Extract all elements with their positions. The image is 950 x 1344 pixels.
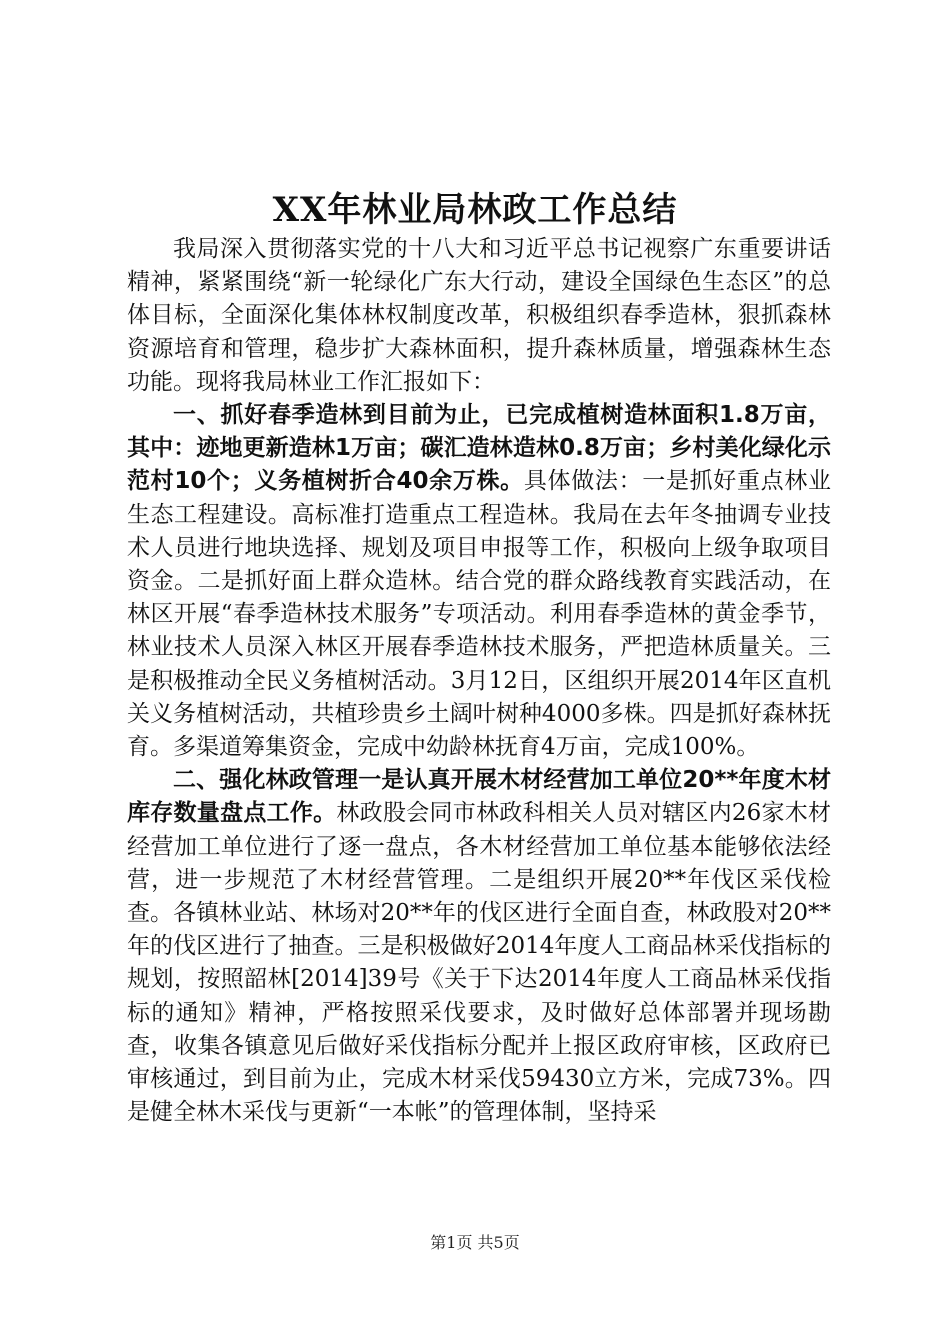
section-1-lead: 一、抓好春季造林到目前为止，已完成植树造林面积1.8万亩，其中：迹地更新造林1万亩；碳汇造林造林0.8万亩；乡村美化绿化示范村10个；义务植树折合40余万株。 xyxy=(127,402,831,495)
section-1-paragraph xyxy=(127,399,831,764)
section-1-text: 具体做法：一是抓好重点林业生态工程建设。高标准打造重点工程造林。我局在去年冬抽调专业技术人员进行地块选择、规划及项目申报等工作，积极向上级争取项目资金。二是抓好面上群众造林。结合党的群众路线教育实践活动，在林区开展“春季造林技术服务”专项活动。利用春季造林的黄金季节，林业技术人员深入林区开展春季造林技术服务，严把造林质量关。三是积极推动全民义务植树活动。3月12日，区组织开展2014年区直机关义务植树活动，共植珍贵乡土阔叶树种4000多株。四是抓好森林抚育。多渠道筹集资金，完成中幼龄林抚育4万亩，完成100%。 xyxy=(127,468,832,761)
document-title: XX年林业局林政工作总结 xyxy=(272,190,678,230)
document-body xyxy=(127,233,831,1129)
section-2-lead: 二、强化林政管理一是认真开展木材经营加工单位20**年度木材库存数量盘点工作。 xyxy=(127,767,831,827)
intro-paragraph: 我局深入贯彻落实党的十八大和习近平总书记视察广东重要讲话精神，紧紧围绕“新一轮绿化广东大行动，建设全国绿色生态区”的总体目标，全面深化集体林权制度改革，积极组织春季造林，狠抓森林资源培育和管理，稳步扩大森林面积，提升森林质量，增强森林生态功能。现将我局林业工作汇报如下： xyxy=(127,236,831,395)
section-2-paragraph xyxy=(127,764,831,1129)
section-2-text: 林政股会同市林政科相关人员对辖区内26家木材经营加工单位进行了逐一盘点，各木材经营加工单位基本能够依法经营，进一步规范了木材经营管理。二是组织开展20**年伐区采伐检查。各镇林业站、林场对20**年的伐区进行全面自查，林政股对20**年的伐区进行了抽查。三是积极做好2014年度人工商品林采伐指标的规划，按照韶林[2014]39号《关于下达2014年度人工商品林采伐指标的通知》精神，严格按照采伐要求，及时做好总体部署并现场勘查，收集各镇意见后做好采伐指标分配并上报区政府审核，区政府已审核通过，到目前为止，完成木材采伐59430立方米，完成73%。四是健全林木采伐与更新“一本帐”的管理体制，坚持采 xyxy=(127,800,831,1126)
page-footer: 第1页 共5页 xyxy=(430,1233,520,1252)
